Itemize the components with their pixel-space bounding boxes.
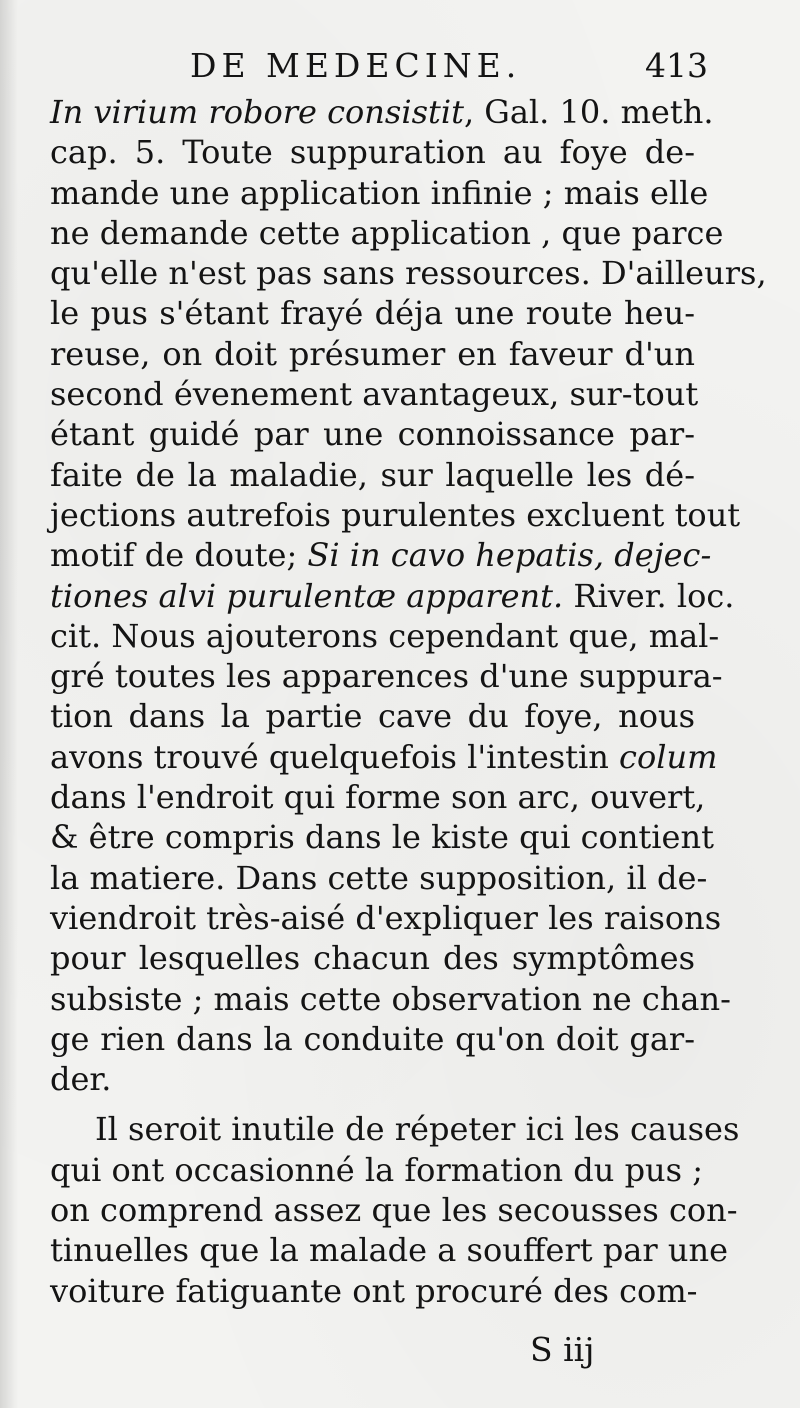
text-line: gré toutes les apparences d'une suppura- [50,657,723,696]
text-line: ge rien dans la conduite qu'on doit gar- [50,1019,695,1058]
text-line: second évenement avantageux, sur-tout [50,375,699,414]
text-line: dans l'endroit qui forme son arc, ouvert, [50,778,706,817]
running-title: DE MEDECINE. [190,46,522,85]
text-line: ne demande cette application , que parce [50,213,724,252]
text-line: on comprend assez que les secousses con- [50,1191,738,1230]
page-number: 413 [645,46,708,85]
page-header [190,46,708,92]
text-line: In virium robore consistit, Gal. 10. meth. [50,93,714,131]
text-line: la matiere. Dans cette supposition, il de- [50,858,708,897]
text-line: & être compris dans le kiste qui contient [50,818,714,857]
text-line: voiture fatiguante ont procuré des com- [50,1271,698,1310]
text-line: jections autrefois purulentes excluent tout [50,495,741,534]
text-line: cap. 5. Toute suppuration au foye de- [50,133,695,172]
text-line: reuse, on doit présumer en faveur d'un [50,334,695,373]
text-line: subsiste ; mais cette observation ne chan- [50,979,731,1018]
text-line: tiones alvi purulentæ apparent. River. loc. [50,576,735,615]
text-line: cit. Nous ajouterons cependant que, mal- [50,616,720,655]
text-line: mande une application infinie ; mais elle [50,173,709,212]
body-text [50,92,767,1311]
text-line: viendroit très-aisé d'expliquer les raisons [50,898,722,937]
text-line: tinuelles que la malade a souffert par une [50,1231,728,1270]
text-line: Il seroit inutile de répeter ici les causes [95,1110,740,1149]
text-line: qu'elle n'est pas sans ressources. D'ailleurs, [50,254,767,293]
text-line: étant guidé par une connoissance par- [50,415,695,454]
text-line: motif de doute; Si in cavo hepatis, dejec- [50,536,712,575]
text-line: tion dans la partie cave du foye, nous [50,697,695,736]
text-line: le pus s'étant frayé déja une route heu- [50,294,695,333]
text-line-italic: In virium robore consistit [50,93,464,131]
page-gutter-shadow [0,0,18,1408]
text-line: pour lesquelles chacun des symptômes [50,939,695,978]
text-line: der. [50,1060,112,1099]
text-line: avons trouvé quelquefois l'intestin colum [50,737,718,776]
text-line: faite de la maladie, sur laquelle les dé- [50,455,695,494]
text-line: qui ont occasionné la formation du pus ; [50,1150,704,1189]
signature-mark: S iij [530,1330,595,1369]
